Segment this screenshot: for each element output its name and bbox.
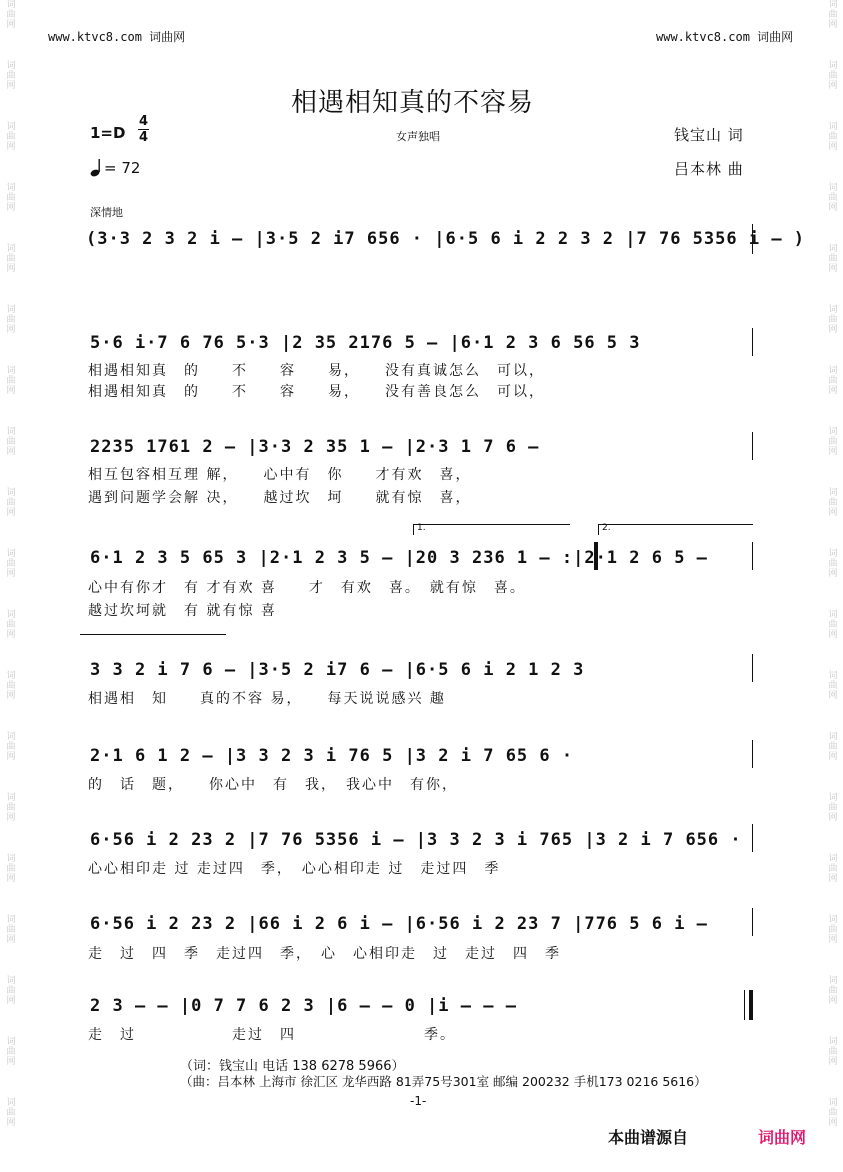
source-label: 本曲谱源自 bbox=[608, 1128, 689, 1147]
watermark-glyph-group bbox=[2, 915, 20, 945]
watermark-glyph-group bbox=[824, 0, 842, 30]
watermark-glyph-group bbox=[2, 61, 20, 91]
watermark-glyph-group bbox=[2, 610, 20, 640]
section-divider bbox=[80, 634, 226, 635]
time-bottom: 4 bbox=[138, 130, 149, 145]
system-2-lyric-1: 相遇相知真 的 不 容 易， 没有真诚怎么 可以， bbox=[88, 363, 545, 379]
watermark-glyph: 曲 bbox=[828, 437, 838, 447]
watermark-glyph: 曲 bbox=[6, 376, 16, 386]
watermark-glyph: 词 bbox=[6, 427, 16, 437]
time-top: 4 bbox=[138, 114, 149, 129]
composer: 吕本林 曲 bbox=[674, 160, 744, 178]
watermark-glyph: 词 bbox=[6, 488, 16, 498]
watermark-glyph: 网 bbox=[6, 691, 16, 701]
watermark-glyph: 网 bbox=[6, 508, 16, 518]
watermark-glyph: 词 bbox=[6, 854, 16, 864]
quarter-note-icon bbox=[90, 158, 104, 182]
watermark-glyph: 曲 bbox=[828, 71, 838, 81]
watermark-glyph-group bbox=[2, 793, 20, 823]
watermark-glyph: 网 bbox=[828, 203, 838, 213]
watermark-glyph-group bbox=[824, 366, 842, 396]
watermark-glyph: 网 bbox=[828, 20, 838, 30]
watermark-glyph: 网 bbox=[828, 1118, 838, 1128]
watermark-glyph: 网 bbox=[6, 81, 16, 91]
watermark-glyph: 词 bbox=[828, 122, 838, 132]
watermark-glyph: 曲 bbox=[6, 742, 16, 752]
watermark-glyph-group bbox=[824, 793, 842, 823]
watermark-glyph-group bbox=[824, 122, 842, 152]
watermark-glyph-group bbox=[824, 183, 842, 213]
watermark-glyph-group bbox=[2, 549, 20, 579]
system-4-lyric-2: 越过坎坷就 有 就有惊 喜 bbox=[88, 603, 277, 619]
watermark-glyph-group bbox=[2, 1098, 20, 1128]
watermark-glyph-group bbox=[824, 244, 842, 274]
system-7-lyric-1: 心心相印走 过 走过四 季， 心心相印走 过 走过四 季 bbox=[88, 861, 501, 877]
repeat-barline bbox=[594, 542, 598, 570]
watermark-glyph: 曲 bbox=[828, 1047, 838, 1057]
watermark-glyph: 网 bbox=[6, 1057, 16, 1067]
watermark-glyph: 曲 bbox=[828, 742, 838, 752]
watermark-glyph: 词 bbox=[6, 0, 16, 10]
watermark-glyph: 网 bbox=[6, 325, 16, 335]
watermark-glyph-group bbox=[824, 549, 842, 579]
watermark-glyph: 网 bbox=[828, 1057, 838, 1067]
watermark-glyph: 曲 bbox=[828, 925, 838, 935]
watermark-glyph-group bbox=[2, 366, 20, 396]
watermark-glyph: 词 bbox=[828, 488, 838, 498]
watermark-glyph: 网 bbox=[828, 386, 838, 396]
barline bbox=[752, 824, 753, 852]
watermark-glyph: 曲 bbox=[828, 193, 838, 203]
composer-contact: （曲：吕本林 上海市 徐汇区 龙华西路 81弄75号301室 邮编 200232 手机173 0216 5616） bbox=[180, 1074, 707, 1089]
watermark-glyph: 曲 bbox=[828, 620, 838, 630]
watermark-glyph: 曲 bbox=[6, 803, 16, 813]
watermark-glyph: 曲 bbox=[6, 498, 16, 508]
watermark-glyph-group bbox=[2, 244, 20, 274]
system-6-notes: 2·1 6 1 2 – |3 3 2 3 i 76 5 |3 2 i 7 65 6 · bbox=[90, 746, 574, 766]
system-4-notes: 6·1 2 3 5 65 3 |2·1 2 3 5 – |20 3 236 1 – :|2·1 2 6 5 – bbox=[90, 548, 708, 568]
barline bbox=[752, 908, 753, 936]
watermark-glyph: 网 bbox=[6, 386, 16, 396]
watermark-glyph-group bbox=[824, 1098, 842, 1128]
watermark-glyph: 网 bbox=[828, 447, 838, 457]
page-number: -1- bbox=[410, 1094, 427, 1108]
watermark-glyph-group bbox=[2, 0, 20, 30]
watermark-glyph: 曲 bbox=[6, 925, 16, 935]
volta-1-label: 1. bbox=[417, 523, 426, 533]
watermark-glyph: 曲 bbox=[828, 254, 838, 264]
song-title: 相遇相知真的不容易 bbox=[291, 88, 535, 118]
system-1-notes: (3·3 2 3 2 i – |3·5 2 i7 656 · |6·5 6 i 2 2 3 2 |7 76 5356 i – ) bbox=[86, 229, 806, 249]
watermark-glyph: 曲 bbox=[828, 986, 838, 996]
barline bbox=[752, 740, 753, 768]
tempo: = 72 bbox=[104, 159, 141, 177]
watermark-glyph-group bbox=[824, 1037, 842, 1067]
watermark-glyph: 网 bbox=[6, 142, 16, 152]
watermark-glyph: 曲 bbox=[6, 315, 16, 325]
watermark-glyph: 网 bbox=[6, 935, 16, 945]
watermark-glyph: 词 bbox=[6, 183, 16, 193]
watermark-glyph: 网 bbox=[6, 874, 16, 884]
barline bbox=[752, 224, 753, 254]
watermark-glyph: 曲 bbox=[828, 376, 838, 386]
watermark-glyph: 网 bbox=[828, 81, 838, 91]
watermark-glyph-group bbox=[824, 854, 842, 884]
watermark-glyph: 网 bbox=[6, 752, 16, 762]
header-url-left[interactable]: www.ktvc8.com 词曲网 bbox=[48, 30, 186, 44]
watermark-glyph-group bbox=[2, 183, 20, 213]
watermark-glyph: 词 bbox=[6, 244, 16, 254]
watermark-glyph: 词 bbox=[828, 183, 838, 193]
watermark-glyph: 曲 bbox=[828, 315, 838, 325]
watermark-glyph-group bbox=[2, 427, 20, 457]
volta-second-ending bbox=[598, 524, 753, 535]
watermark-glyph: 词 bbox=[828, 976, 838, 986]
watermark-glyph: 曲 bbox=[6, 437, 16, 447]
watermark-glyph: 词 bbox=[828, 854, 838, 864]
system-2-notes: 5·6 i·7 6 76 5·3 |2 35 2176 5 – |6·1 2 3 6 56 5 3 bbox=[90, 333, 641, 353]
voice-type: 女声独唱 bbox=[396, 130, 440, 143]
watermark-glyph: 词 bbox=[828, 549, 838, 559]
watermark-glyph-group bbox=[824, 305, 842, 335]
watermark-glyph: 词 bbox=[828, 915, 838, 925]
watermark-glyph-group bbox=[2, 305, 20, 335]
final-thin-barline bbox=[744, 990, 745, 1020]
watermark-glyph: 网 bbox=[828, 874, 838, 884]
watermark-glyph: 网 bbox=[828, 264, 838, 274]
watermark-glyph: 网 bbox=[6, 203, 16, 213]
watermark-glyph: 曲 bbox=[828, 498, 838, 508]
watermark-glyph: 网 bbox=[6, 569, 16, 579]
lyricist: 钱宝山 词 bbox=[674, 126, 744, 144]
watermark-glyph: 曲 bbox=[828, 681, 838, 691]
watermark-glyph: 词 bbox=[6, 366, 16, 376]
watermark-glyph: 网 bbox=[6, 447, 16, 457]
watermark-glyph: 词 bbox=[828, 366, 838, 376]
watermark-glyph: 网 bbox=[6, 264, 16, 274]
watermark-glyph: 曲 bbox=[6, 71, 16, 81]
watermark-glyph: 词 bbox=[828, 305, 838, 315]
watermark-glyph: 网 bbox=[6, 996, 16, 1006]
watermark-glyph-group bbox=[824, 976, 842, 1006]
system-3-lyric-1: 相互包容相互理 解， 心中有 你 才有欢 喜， bbox=[88, 467, 472, 483]
system-6-lyric-1: 的 话 题， 你心中 有 我， 我心中 有你， bbox=[88, 777, 458, 793]
watermark-glyph: 曲 bbox=[6, 986, 16, 996]
watermark-glyph: 曲 bbox=[6, 254, 16, 264]
watermark-glyph: 曲 bbox=[828, 559, 838, 569]
watermark-glyph-group bbox=[824, 610, 842, 640]
watermark-glyph: 词 bbox=[6, 732, 16, 742]
system-9-lyric-1: 走 过 走过 四 季。 bbox=[88, 1027, 456, 1043]
system-3-notes: 2235 1761 2 – |3·3 2 35 1 – |2·3 1 7 6 – bbox=[90, 437, 540, 457]
watermark-glyph-group bbox=[824, 915, 842, 945]
watermark-glyph-group bbox=[2, 732, 20, 762]
watermark-glyph: 网 bbox=[828, 691, 838, 701]
watermark-glyph: 曲 bbox=[6, 132, 16, 142]
watermark-glyph-group bbox=[824, 61, 842, 91]
watermark-glyph: 曲 bbox=[6, 681, 16, 691]
barline bbox=[752, 542, 753, 570]
watermark-glyph: 曲 bbox=[828, 803, 838, 813]
watermark-glyph: 曲 bbox=[828, 132, 838, 142]
watermark-glyph-group bbox=[2, 1037, 20, 1067]
watermark-glyph: 曲 bbox=[6, 1108, 16, 1118]
barline bbox=[752, 328, 753, 356]
system-9-notes: 2 3 – – |0 7 7 6 2 3 |6 – – 0 |i – – – bbox=[90, 996, 517, 1016]
watermark-glyph: 网 bbox=[828, 752, 838, 762]
system-8-lyric-1: 走 过 四 季 走过四 季， 心 心相印走 过 走过 四 季 bbox=[88, 946, 561, 962]
watermark-glyph: 词 bbox=[6, 671, 16, 681]
watermark-glyph: 词 bbox=[828, 1098, 838, 1108]
watermark-glyph: 词 bbox=[6, 305, 16, 315]
watermark-glyph: 网 bbox=[828, 508, 838, 518]
left-watermark-column bbox=[2, 0, 20, 1172]
barline bbox=[752, 654, 753, 682]
watermark-glyph: 曲 bbox=[6, 1047, 16, 1057]
watermark-glyph-group bbox=[2, 122, 20, 152]
watermark-glyph: 网 bbox=[828, 142, 838, 152]
watermark-glyph: 词 bbox=[6, 976, 16, 986]
watermark-glyph: 词 bbox=[6, 1037, 16, 1047]
watermark-glyph: 词 bbox=[6, 549, 16, 559]
watermark-glyph: 网 bbox=[6, 630, 16, 640]
system-5-notes: 3 3 2 i 7 6 – |3·5 2 i7 6 – |6·5 6 i 2 1 2 3 bbox=[90, 660, 585, 680]
watermark-glyph-group bbox=[824, 427, 842, 457]
watermark-glyph: 网 bbox=[828, 325, 838, 335]
watermark-glyph: 词 bbox=[828, 1037, 838, 1047]
system-5-lyric-1: 相遇相 知 真的不容 易， 每天说说感兴 趣 bbox=[88, 691, 446, 707]
source-site-link[interactable]: 词曲网 bbox=[758, 1128, 807, 1147]
watermark-glyph: 词 bbox=[828, 244, 838, 254]
watermark-glyph: 曲 bbox=[828, 10, 838, 20]
watermark-glyph: 网 bbox=[828, 813, 838, 823]
volta-2-label: 2. bbox=[602, 523, 611, 533]
system-3-lyric-2: 遇到问题学会解 决， 越过坎 坷 就有惊 喜， bbox=[88, 490, 472, 506]
watermark-glyph: 词 bbox=[6, 122, 16, 132]
watermark-glyph: 词 bbox=[6, 61, 16, 71]
watermark-glyph: 网 bbox=[6, 1118, 16, 1128]
watermark-glyph-group bbox=[2, 854, 20, 884]
watermark-glyph: 网 bbox=[828, 569, 838, 579]
watermark-glyph: 词 bbox=[6, 793, 16, 803]
expression-mark: 深情地 bbox=[90, 206, 123, 219]
watermark-glyph: 词 bbox=[828, 732, 838, 742]
watermark-glyph: 词 bbox=[828, 0, 838, 10]
watermark-glyph-group bbox=[2, 671, 20, 701]
watermark-glyph: 网 bbox=[828, 996, 838, 1006]
watermark-glyph: 曲 bbox=[6, 193, 16, 203]
time-signature bbox=[138, 114, 149, 145]
watermark-glyph: 词 bbox=[828, 61, 838, 71]
watermark-glyph: 网 bbox=[6, 813, 16, 823]
watermark-glyph-group bbox=[824, 732, 842, 762]
watermark-glyph: 词 bbox=[828, 671, 838, 681]
header-url-right[interactable]: www.ktvc8.com 词曲网 bbox=[656, 30, 794, 44]
system-4-lyric-1: 心中有你才 有 才有欢 喜 才 有欢 喜。 就有惊 喜。 bbox=[88, 580, 526, 596]
volta-first-ending bbox=[413, 524, 570, 535]
system-7-notes: 6·56 i 2 23 2 |7 76 5356 i – |3 3 2 3 i 765 |3 2 i 7 656 · bbox=[90, 830, 742, 850]
watermark-glyph: 曲 bbox=[828, 1108, 838, 1118]
system-2-lyric-2: 相遇相知真 的 不 容 易， 没有善良怎么 可以， bbox=[88, 384, 545, 400]
watermark-glyph-group bbox=[824, 488, 842, 518]
lyricist-contact: （词：钱宝山 电话 138 6278 5966） bbox=[180, 1059, 405, 1074]
watermark-glyph-group bbox=[824, 671, 842, 701]
watermark-glyph: 网 bbox=[828, 935, 838, 945]
right-watermark-column bbox=[824, 0, 842, 1172]
watermark-glyph: 曲 bbox=[6, 620, 16, 630]
watermark-glyph: 网 bbox=[828, 630, 838, 640]
watermark-glyph: 词 bbox=[828, 427, 838, 437]
watermark-glyph: 曲 bbox=[6, 559, 16, 569]
system-8-notes: 6·56 i 2 23 2 |66 i 2 6 i – |6·56 i 2 23 7 |776 5 6 i – bbox=[90, 914, 708, 934]
watermark-glyph: 词 bbox=[6, 1098, 16, 1108]
watermark-glyph: 词 bbox=[828, 793, 838, 803]
watermark-glyph: 词 bbox=[828, 610, 838, 620]
watermark-glyph: 词 bbox=[6, 610, 16, 620]
final-thick-barline bbox=[749, 990, 753, 1020]
watermark-glyph-group bbox=[2, 976, 20, 1006]
watermark-glyph-group bbox=[2, 488, 20, 518]
watermark-glyph: 网 bbox=[6, 20, 16, 30]
watermark-glyph: 词 bbox=[6, 915, 16, 925]
watermark-glyph: 曲 bbox=[828, 864, 838, 874]
barline bbox=[752, 432, 753, 460]
watermark-glyph: 曲 bbox=[6, 10, 16, 20]
key-signature: 1=D bbox=[90, 124, 126, 142]
watermark-glyph: 曲 bbox=[6, 864, 16, 874]
